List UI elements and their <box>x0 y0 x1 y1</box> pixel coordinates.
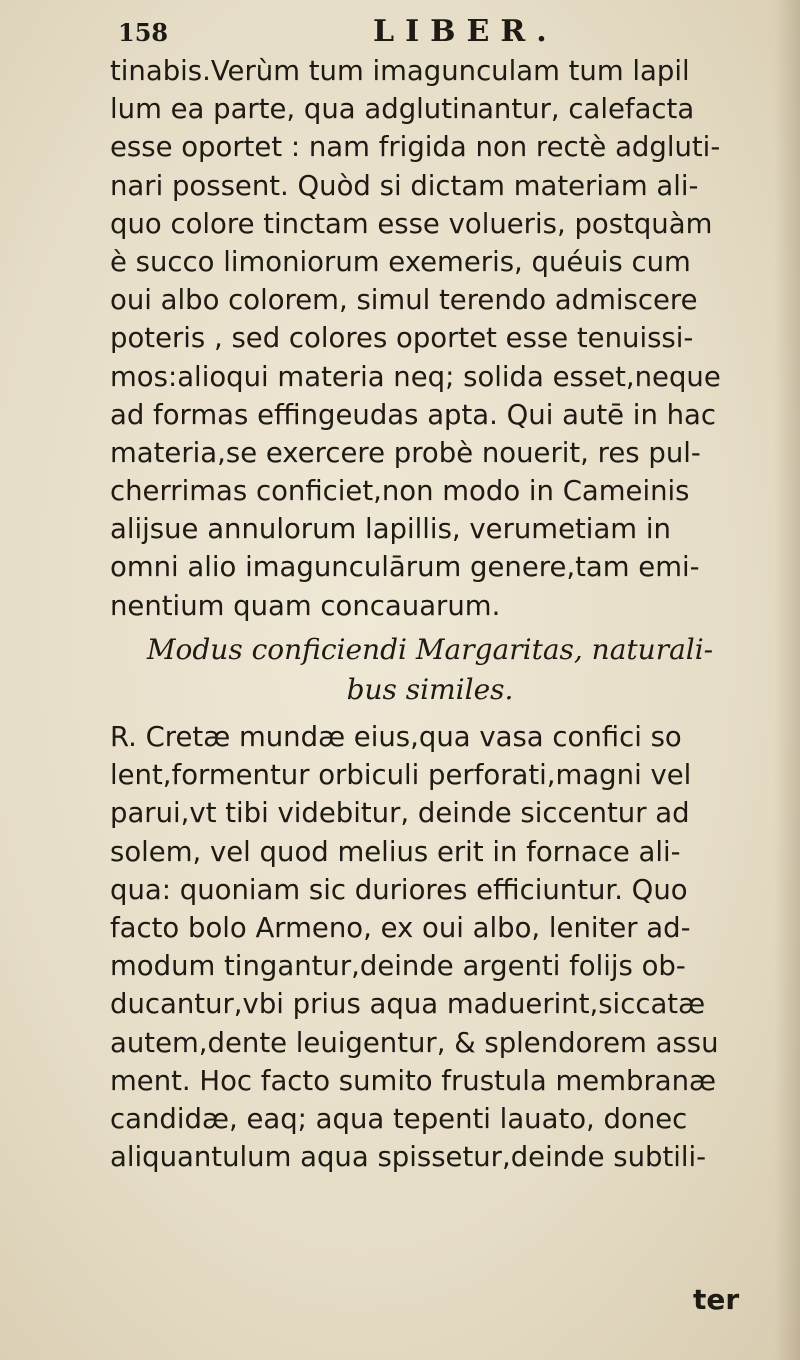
heading-line: bus similes. <box>346 673 514 706</box>
page-number: 158 <box>118 18 169 47</box>
text-line: ment. Hoc facto sumito frustula membranæ <box>110 1064 717 1097</box>
text-line: quo colore tinctam esse volueris, postquàm <box>110 207 713 240</box>
text-line: nari possent. Quòd si dictam materiam ali- <box>110 169 699 202</box>
text-line: aliquantulum aqua spissetur,deinde subtili- <box>110 1141 707 1174</box>
text-line: modum tingantur,deinde argenti folijs ob- <box>110 950 686 983</box>
text-line: candidæ, eaq; aqua tepenti lauato, donec <box>110 1102 688 1135</box>
text-line: nentium quam concauarum. <box>110 589 501 622</box>
text-line: lum ea parte, qua adglutinantur, calefacta <box>110 93 695 126</box>
running-title: LIBER. <box>373 14 558 49</box>
text-line: R. Cretæ mundæ eius,qua vasa confici so <box>110 721 682 753</box>
text-line: materia,se exercere probè nouerit, res pul- <box>110 436 701 469</box>
text-line: è succo limoniorum exemeris, quéuis cum <box>110 245 691 278</box>
text-line: lent,formentur orbiculi perforati,magni vel <box>110 759 692 792</box>
text-line: ad formas effingeudas apta. Qui autē in hac <box>110 398 717 431</box>
heading-line: Modus conficiendi Margaritas, naturali- <box>146 633 714 666</box>
text-line: solem, vel quod melius erit in fornace ali- <box>110 835 681 868</box>
text-line: qua: quoniam sic duriores efficiuntur. Quo <box>110 873 688 906</box>
text-line: poteris , sed colores oportet esse tenuissi- <box>110 322 694 355</box>
text-line: tinabis.Verùm tum imagunculam tum lapil <box>110 55 690 87</box>
text-line: cherrimas conficiet,non modo in Cameinis <box>110 475 690 508</box>
section-heading <box>110 630 750 710</box>
text-line: alijsue annulorum lapillis, verumetiam in <box>110 513 671 546</box>
text-line: omni alio imagunculārum genere,tam emi- <box>110 551 700 584</box>
text-line: facto bolo Armeno, ex oui albo, leniter ad- <box>110 911 691 944</box>
text-line: oui albo colorem, simul terendo admiscere <box>110 284 698 317</box>
text-line: parui,vt tibi videbitur, deinde siccentur ad <box>110 797 690 830</box>
catchword: ter <box>693 1283 740 1316</box>
paragraph-1 <box>110 52 770 625</box>
paragraph-2 <box>110 718 770 1176</box>
text-line: ducantur,vbi prius aqua maduerint,siccatæ <box>110 988 706 1021</box>
text-line: autem,dente leuigentur, & splendorem assu <box>110 1026 719 1059</box>
text-line: esse oportet : nam frigida non rectè adgluti- <box>110 131 721 164</box>
text-line: mos:alioqui materia neq; solida esset,neque <box>110 360 721 393</box>
